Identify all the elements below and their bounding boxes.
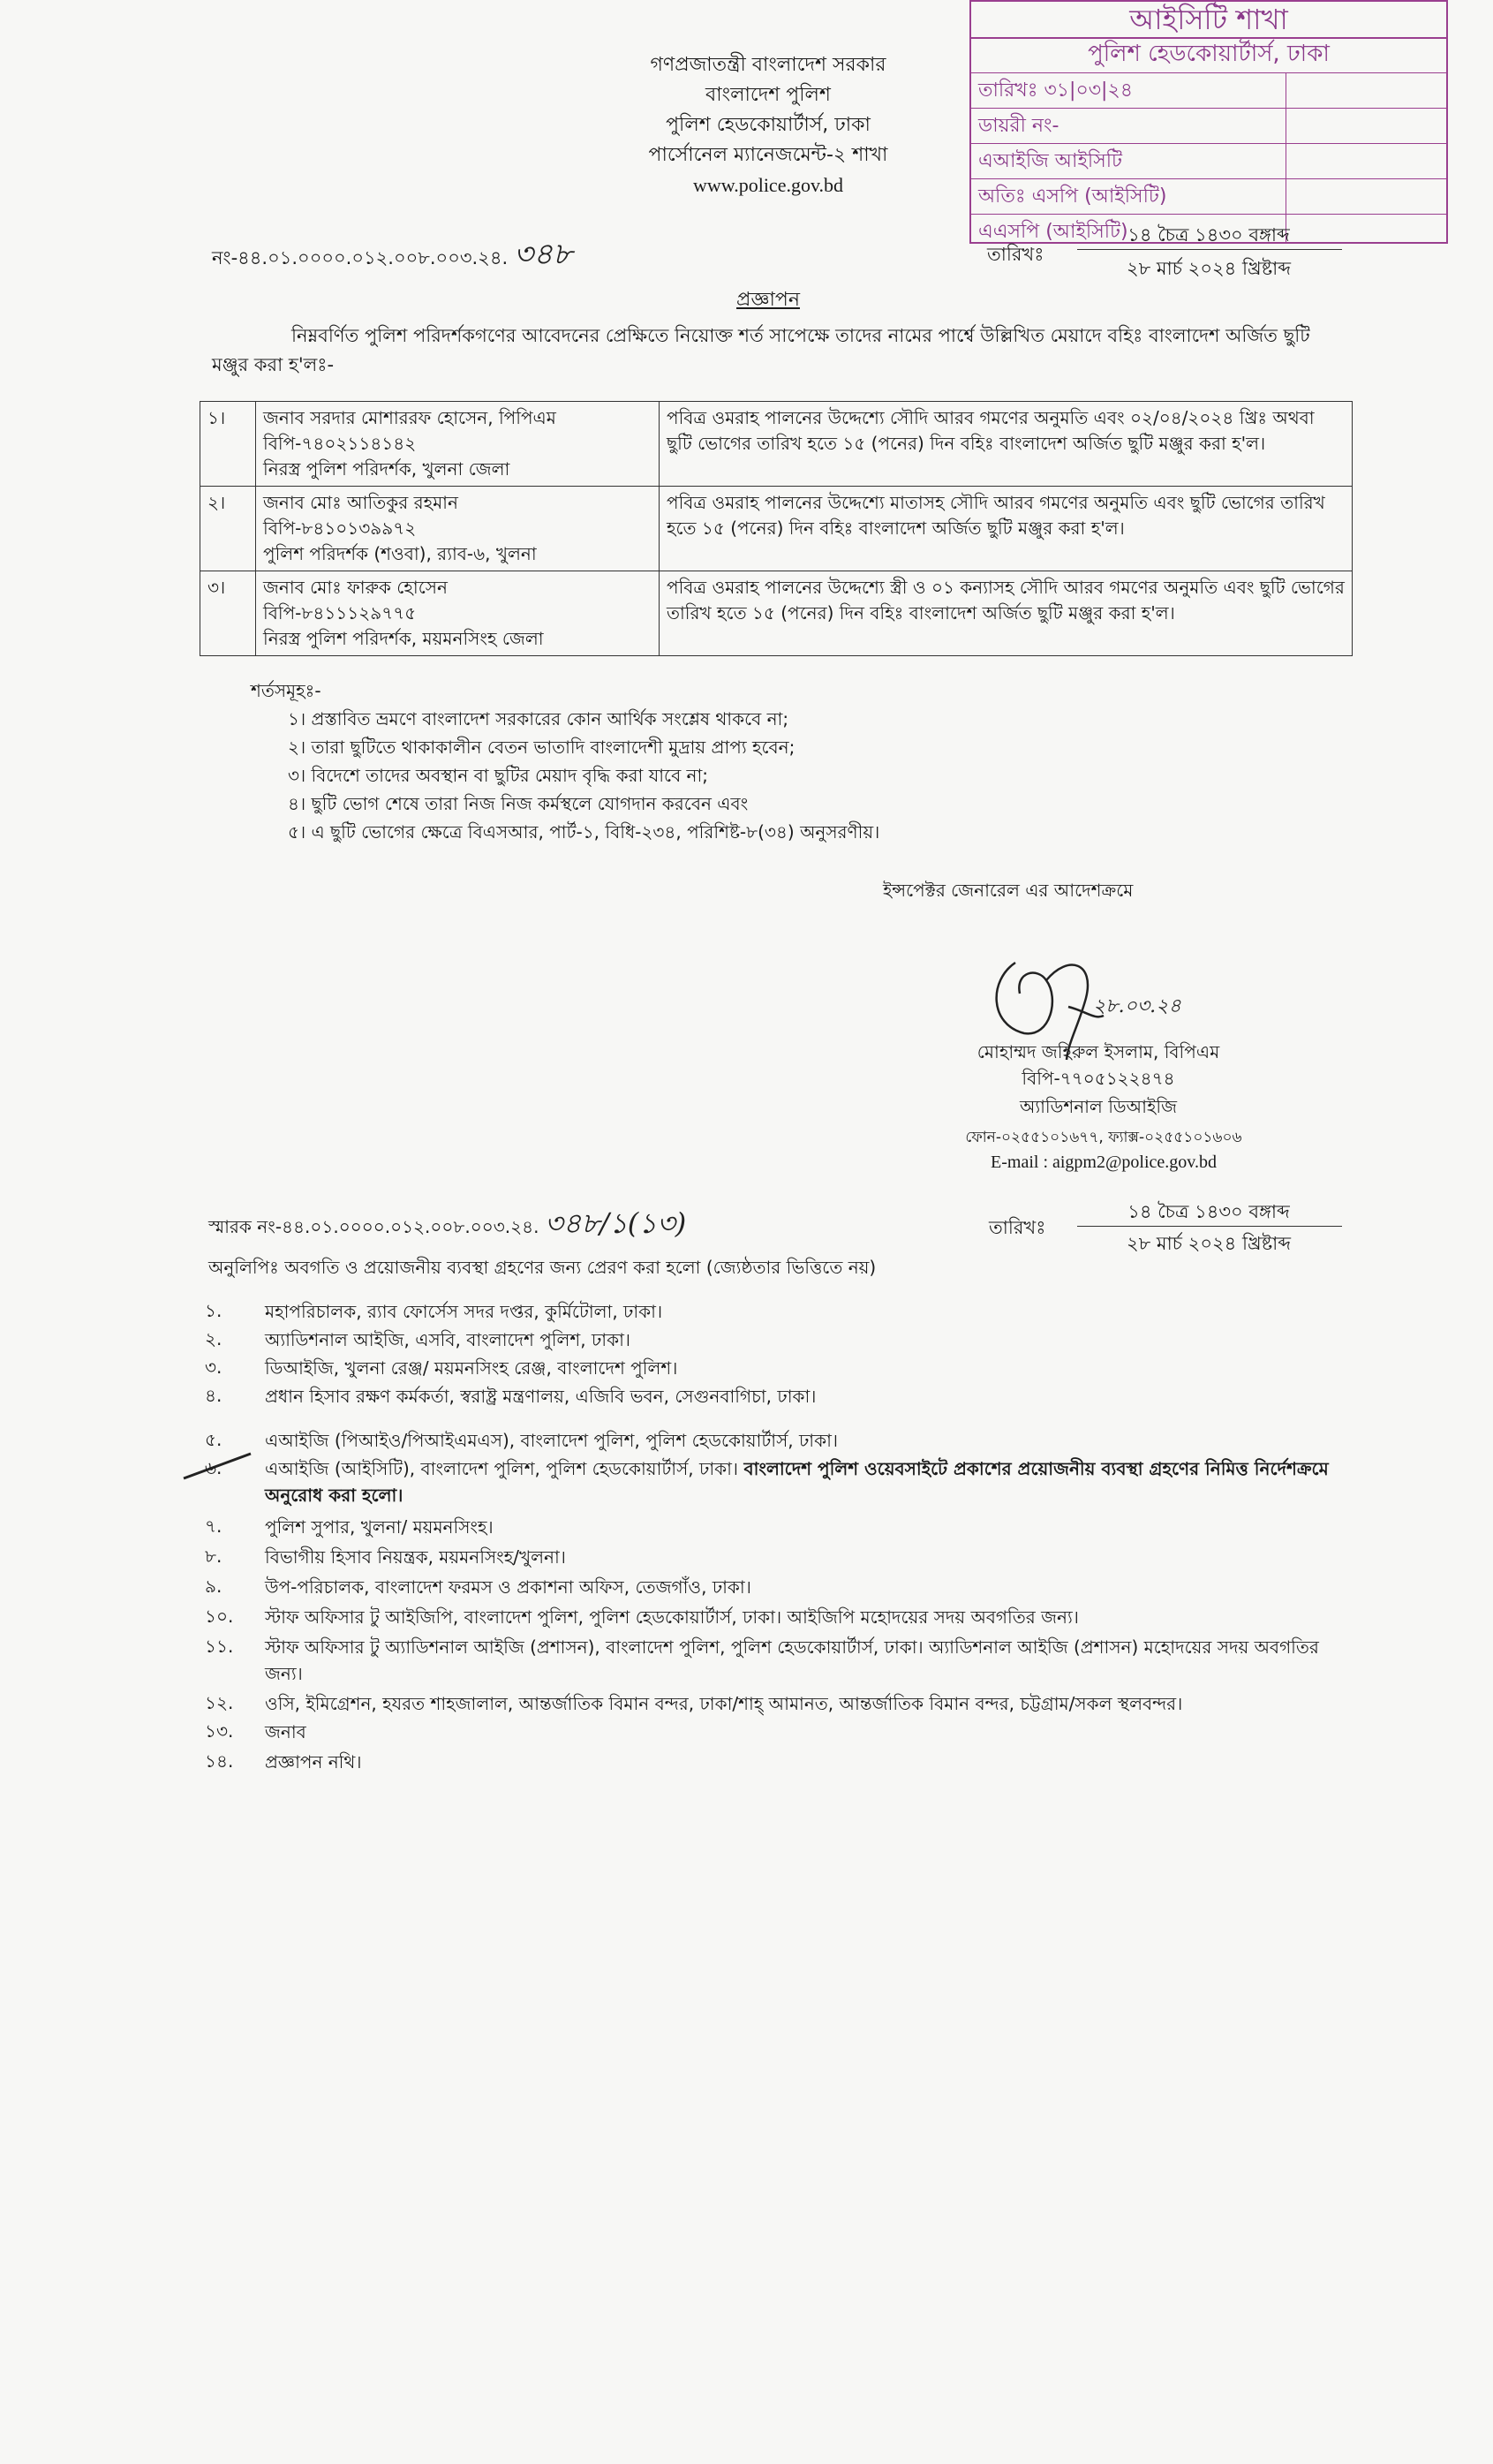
copy-recipient: অ্যাডিশনাল আইজি, এসবি, বাংলাদেশ পুলিশ, ঢাকা। <box>265 1329 631 1350</box>
officer-cell <box>256 571 660 656</box>
copy-number: ৮. <box>205 1546 222 1567</box>
signatory-designation: অ্যাডিশনাল ডিআইজি <box>1020 1096 1177 1117</box>
stamp-diary-row: ডায়রী নং- <box>971 108 1446 143</box>
copy-recipient: প্রধান হিসাব রক্ষণ কর্মকর্তা, স্বরাষ্ট্র মন্ত্রণালয়, এজিবি ভবন, সেগুনবাগিচা, ঢাকা। <box>265 1386 817 1407</box>
leave-cell: পবিত্র ওমরাহ পালনের উদ্দেশ্যে মাতাসহ সৌদি আরব গমণের অনুমতি এবং ছুটি ভোগের তারিখ হতে ১৫ (পনের) দিন বহিঃ বাংলাদেশ অর্জিত ছুটি মঞ্জুর করা হ'ল। <box>660 487 1353 571</box>
officer-post: নিরস্ত্র পুলিশ পরিদর্শক, খুলনা জেলা <box>263 458 510 480</box>
order-line: ইন্সপেক্টর জেনারেল এর আদেশক্রমে <box>883 880 1134 901</box>
intro-paragraph: নিম্নবর্ণিত পুলিশ পরিদর্শকগণের আবেদনের প্রেক্ষিতে নিয়োক্ত শর্ত সাপেক্ষে তাদের নামের পার্শ্বে উল্লিখিত মেয়াদে বহিঃ বাংলাদেশ অর্জিত ছুটি মঞ্জুর করা হ'লঃ- <box>212 325 1310 375</box>
copy-recipient: মহাপরিচালক, র‍্যাব ফোর্সেস সদর দপ্তর, কুর্মিটোলা, ঢাকা। <box>265 1301 663 1322</box>
serial-cell: ১। <box>200 402 256 487</box>
copy-number: ৯. <box>205 1576 222 1597</box>
signature-date: ২৮.০৩.২৪ <box>1093 995 1181 1017</box>
table-row <box>200 402 1353 487</box>
copy-recipient: প্রজ্ঞাপন নথি। <box>265 1751 362 1772</box>
officer-bp: বিপি-৮৪১১১২৯৭৭৫ <box>263 602 417 624</box>
copy-number: ৬. <box>205 1457 222 1478</box>
condition-item: ২। তারা ছুটিতে থাকাকালীন বেতন ভাতাদি বাংলাদেশী মুদ্রায় প্রাপ্য হবেন; <box>288 737 796 758</box>
copy-number: ৪. <box>205 1385 222 1406</box>
serial-cell: ২। <box>200 487 256 571</box>
copy-recipient: জনাব <box>265 1721 306 1742</box>
copy-recipient: উপ-পরিচালক, বাংলাদেশ ফরমস ও প্রকাশনা অফিস, তেজগাঁও, ঢাকা। <box>265 1576 751 1598</box>
officer-bp: বিপি-৭৪০২১১৪১৪২ <box>263 433 417 454</box>
condition-item: ৫। এ ছুটি ভোগের ক্ষেত্রে বিএসআর, পার্ট-১, বিধি-২৩৪, পরিশিষ্ট-৮(৩৪) অনুসরণীয়। <box>288 821 880 843</box>
stamp-date-row: তারিখঃ ৩১|০৩|২৪ <box>971 72 1446 108</box>
copy-number: ১৩. <box>205 1720 234 1742</box>
condition-item: ৪। ছুটি ভোগ শেষে তারা নিজ নিজ কর্মস্থলে যোগদান করবেন এবং <box>288 793 749 814</box>
copy-recipient: স্টাফ অফিসার টু অ্যাডিশনাল আইজি (প্রশাসন), বাংলাদেশ পুলিশ, পুলিশ হেডকোয়ার্টার্স, ঢাকা। অ্যাডিশনাল আইজি (প্রশাসন) মহোদয়ের সদয় অবগতির জন্য। <box>265 1636 1319 1684</box>
table-row <box>200 487 1353 571</box>
serial-cell: ৩। <box>200 571 256 656</box>
header-govt: গণপ্রজাতন্ত্রী বাংলাদেশ সরকার <box>650 54 886 76</box>
copy-recipient-request: বাংলাদেশ পুলিশ ওয়েবসাইটে প্রকাশের প্রয়োজনীয় ব্যবস্থা গ্রহণের নিমিত্ত নির্দেশক্রমে অনুরোধ করা হলো। <box>265 1458 1329 1506</box>
signatory-bp: বিপি-৭৭০৫১২২৪৭৪ <box>1022 1068 1175 1089</box>
memo-date-bangla: ১৪ চৈত্র ১৪৩০ বঙ্গাব্দ <box>1127 224 1290 246</box>
copy-number: ২. <box>205 1328 222 1349</box>
stamp-asp-row: এএসপি (আইসিটি) <box>971 214 1446 249</box>
stamp-aig-row: এআইজি আইসিটি <box>971 143 1446 178</box>
conditions-title: শর্তসমূহঃ- <box>251 680 321 701</box>
officer-post: নিরস্ত্র পুলিশ পরিদর্শক, ময়মনসিংহ জেলা <box>263 628 544 649</box>
memo2-date-label: তারিখঃ <box>989 1217 1046 1238</box>
copy-number: ১০. <box>205 1606 234 1627</box>
officer-bp: বিপি-৮৪১০১৩৯৯৭২ <box>263 518 417 539</box>
copy-number: ৩. <box>205 1357 222 1378</box>
signatory-email: E-mail : aigpm2@police.gov.bd <box>991 1153 1217 1172</box>
header-website: www.police.gov.bd <box>692 174 844 196</box>
memo2-date-english: ২৮ মার্চ ২০২৪ খ্রিষ্টাব্দ <box>1126 1233 1292 1254</box>
officer-cell <box>256 487 660 571</box>
copy-recipient-ict <box>265 1455 1360 1508</box>
officer-post: পুলিশ পরিদর্শক (শওবা), র‍্যাব-৬, খুলনা <box>263 543 537 564</box>
copy-intro: অনুলিপিঃ অবগতি ও প্রয়োজনীয় ব্যবস্থা গ্রহণের জন্য প্রেরণ করা হলো (জ্যেষ্ঠতার ভিত্তিতে নয়) <box>208 1257 877 1278</box>
memo2-number-text: স্মারক নং-৪৪.০১.০০০০.০১২.০০৮.০০৩.২৪. <box>208 1216 539 1237</box>
officer-name: জনাব সরদার মোশাররফ হোসেন, পিপিএম <box>263 407 556 428</box>
memo-number <box>212 231 572 282</box>
copy-number: ১৪. <box>205 1750 234 1772</box>
copy-number: ১২. <box>205 1692 234 1713</box>
memo-date-label: তারিখঃ <box>987 244 1044 265</box>
officer-name: জনাব মোঃ ফারুক হোসেন <box>263 577 448 598</box>
memo-date-english: ২৮ মার্চ ২০২৪ খ্রিষ্টাব্দ <box>1126 258 1292 279</box>
copy-number: ৭. <box>205 1515 222 1537</box>
copy-recipient: ডিআইজি, খুলনা রেঞ্জ/ ময়মনসিংহ রেঞ্জ, বাংলাদেশ পুলিশ। <box>265 1357 678 1379</box>
header-hq: পুলিশ হেডকোয়ার্টার্স, ঢাকা <box>666 114 871 136</box>
copy-recipient: বিভাগীয় হিসাব নিয়ন্ত্রক, ময়মনসিংহ/খুলনা। <box>265 1546 566 1568</box>
copy-recipient-text: এআইজি (আইসিটি), বাংলাদেশ পুলিশ, পুলিশ হেডকোয়ার্টার্স, ঢাকা। <box>265 1458 739 1479</box>
leave-cell: পবিত্র ওমরাহ পালনের উদ্দেশ্যে স্ত্রী ও ০১ কন্যাসহ সৌদি আরব গমণের অনুমতি এবং ছুটি ভোগের তারিখ হতে ১৫ (পনের) দিন বহিঃ বাংলাদেশ অর্জিত ছুটি মঞ্জুর করা হ'ল। <box>660 571 1353 656</box>
officers-table <box>200 401 1353 656</box>
condition-item: ৩। বিদেশে তাদের অবস্থান বা ছুটির মেয়াদ বৃদ্ধি করা যাবে না; <box>288 765 709 786</box>
stamp-subtitle: পুলিশ হেডকোয়ার্টার্স, ঢাকা <box>1088 41 1330 67</box>
copy-recipient: এআইজি (পিআইও/পিআইএমএস), বাংলাদেশ পুলিশ, পুলিশ হেডকোয়ার্টার্স, ঢাকা। <box>265 1430 839 1451</box>
signatory-name: মোহাম্মদ জহিরুল ইসলাম, বিপিএম <box>976 1041 1220 1062</box>
memo-number-handwritten: ৩৪৮ <box>513 237 573 272</box>
copy-recipient: পুলিশ সুপার, খুলনা/ ময়মনসিংহ। <box>265 1516 494 1538</box>
copy-recipient: স্টাফ অফিসার টু আইজিপি, বাংলাদেশ পুলিশ, পুলিশ হেডকোয়ার্টার্স, ঢাকা। আইজিপি মহোদয়ের সদয় অবগতির জন্য। <box>265 1606 1079 1628</box>
header-branch: পার্সোনেল ম্যানেজমেন্ট-২ শাখা <box>648 144 888 166</box>
memo2-number-handwritten: ৩৪৮/১(১৩) <box>544 1206 687 1240</box>
condition-item: ১। প্রস্তাবিত ভ্রমণে বাংলাদেশ সরকারের কোন আর্থিক সংশ্লেষ থাকবে না; <box>288 708 789 729</box>
header-police: বাংলাদেশ পুলিশ <box>705 84 831 106</box>
copy-number: ১. <box>205 1300 222 1321</box>
stamp-addl-sp-row: অতিঃ এসপি (আইসিটি) <box>971 178 1446 214</box>
memo-number-text: নং-৪৪.০১.০০০০.০১২.০০৮.০০৩.২৪. <box>212 247 509 268</box>
memo2-number <box>208 1201 686 1249</box>
copy-number: ৫. <box>205 1429 222 1450</box>
ict-receipt-stamp <box>969 0 1448 244</box>
copy-recipient: ওসি, ইমিগ্রেশন, হযরত শাহজালাল, আন্তর্জাতিক বিমান বন্দর, ঢাকা/শাহ্ আমানত, আন্তর্জাতিক বিমান বন্দর, চট্টগ্রাম/সকল স্থলবন্দর। <box>265 1693 1183 1714</box>
copy-number: ১১. <box>205 1636 234 1657</box>
memo2-date-bangla: ১৪ চৈত্র ১৪৩০ বঙ্গাব্দ <box>1127 1201 1290 1222</box>
document-title: প্রজ্ঞাপন <box>736 289 800 311</box>
officer-name: জনাব মোঃ আতিকুর রহমান <box>263 492 458 513</box>
stamp-title: আইসিটি শাখা <box>971 2 1446 39</box>
officer-cell <box>256 402 660 487</box>
signatory-phone: ফোন-০২৫৫১০১৬৭৭, ফ্যাক্স-০২৫৫১০১৬০৬ <box>965 1129 1242 1146</box>
leave-cell: পবিত্র ওমরাহ পালনের উদ্দেশ্যে সৌদি আরব গমণের অনুমতি এবং ০২/০৪/২০২৪ খ্রিঃ অথবা ছুটি ভোগের তারিখ হতে ১৫ (পনের) দিন বহিঃ বাংলাদেশ অর্জিত ছুটি মঞ্জুর করা হ'ল। <box>660 402 1353 487</box>
table-row <box>200 571 1353 656</box>
